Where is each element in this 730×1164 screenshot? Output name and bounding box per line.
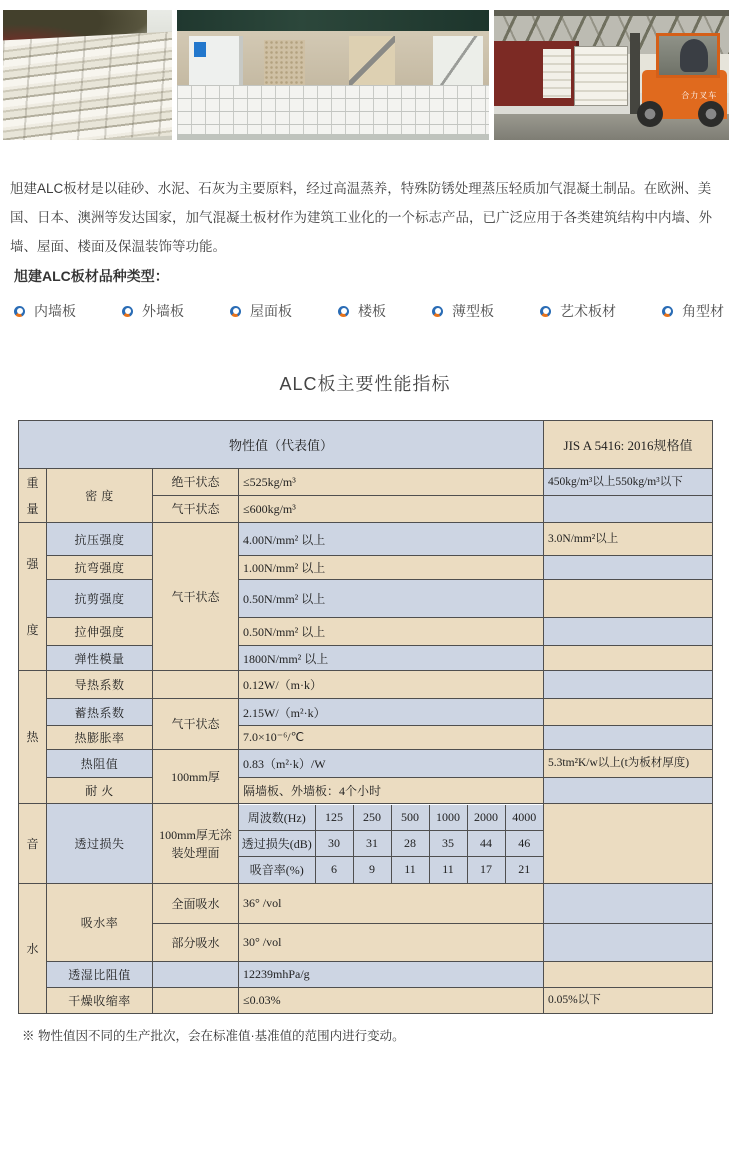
table-cell-value: 1800N/mm² 以上 [239, 646, 544, 671]
type-item-wumianban [230, 301, 292, 321]
truck-container [494, 41, 579, 106]
table-cell-property: 抗弯强度 [47, 556, 153, 580]
table-cell-value: ≤525kg/m³ [239, 469, 544, 496]
sound-subtable [239, 805, 543, 883]
header-physical-values: 物性值（代表值） [19, 421, 544, 469]
type-bullet-icon [122, 306, 133, 317]
forklift-brand-text: 合力叉车 [681, 91, 718, 100]
table-cell-property: 拉伸强度 [47, 618, 153, 646]
table-cell-state: 气干状态 [153, 523, 239, 671]
table-cell-state [153, 988, 239, 1014]
type-item-baoxingban [432, 301, 494, 321]
table-cell-property: 导热系数 [47, 671, 153, 699]
table-cell-property: 透湿比阻值 [47, 962, 153, 988]
table-cell-property: 耐 火 [47, 778, 153, 804]
type-item-label: 艺术板材 [560, 303, 616, 319]
photo-strip [3, 10, 729, 140]
sub-cell: 500 [391, 805, 429, 831]
sub-cell: 11 [429, 857, 467, 883]
type-item-waiqiangban [122, 301, 184, 321]
type-item-label: 角型材 [682, 303, 724, 319]
type-bullet-icon [230, 306, 241, 317]
table-cell-value: 36° /vol [239, 884, 544, 924]
forklift-mast [630, 33, 639, 114]
table-cell-value: 0.83（m²·k）/W [239, 750, 544, 778]
table-cell-state: 气干状态 [153, 496, 239, 523]
sub-cell: 6 [315, 857, 353, 883]
marble-band [177, 10, 489, 31]
type-bullet-icon [662, 306, 673, 317]
table-cell-category: 热 [19, 671, 47, 804]
type-item-label: 内墙板 [34, 303, 76, 319]
table-cell-jis [544, 804, 713, 884]
table-cell-property: 热阻值 [47, 750, 153, 778]
sub-cell: 250 [353, 805, 391, 831]
sub-cell: 9 [353, 857, 391, 883]
showroom-floor [177, 134, 489, 141]
table-cell-property: 热膨胀率 [47, 726, 153, 750]
sub-cell: 11 [391, 857, 429, 883]
sub-cell: 21 [505, 857, 543, 883]
table-cell-value: 4.00N/mm² 以上 [239, 523, 544, 556]
table-title: ALC板主要性能指标 [279, 374, 451, 394]
panel-sample [189, 36, 242, 87]
sub-row-label: 周波数(Hz) [239, 805, 315, 831]
table-cell-jis [544, 671, 713, 699]
type-item-label: 屋面板 [250, 303, 292, 319]
types-heading: 旭建ALC板材品种类型： [14, 268, 169, 284]
table-cell-category: 重量 [19, 469, 47, 523]
table-cell-value: 2.15W/（m²·k） [239, 699, 544, 726]
table-cell-value: 12239mhPa/g [239, 962, 544, 988]
table-cell-jis [544, 646, 713, 671]
table-cell-state: 全面吸水 [153, 884, 239, 924]
panel-load [574, 46, 628, 106]
performance-table-wrapper [18, 420, 713, 1014]
table-cell-jis [544, 726, 713, 750]
panel-samples-showroom-photo [177, 10, 489, 140]
table-cell-category: 水 [19, 884, 47, 1014]
type-item-label: 楼板 [358, 303, 386, 319]
sub-cell: 46 [505, 831, 543, 857]
table-cell-jis [544, 924, 713, 962]
table-cell-jis [544, 580, 713, 618]
intro-paragraph: 旭建ALC板材是以硅砂、水泥、石灰为主要原料，经过高温蒸养，特殊防锈处理蒸压轻质加气混凝土制品。在欧洲、美国、日本、澳洲等发达国家，加气混凝土板材作为建筑工业化的一个标志产品，已广泛应用于各类建筑结构中内墙、外墙、屋面、楼面及保温装饰等功能。 [10, 180, 712, 254]
performance-table [18, 420, 713, 1014]
table-cell-jis: 3.0N/mm²以上 [544, 523, 713, 556]
table-cell-jis [544, 556, 713, 580]
brick-pattern-wall [177, 85, 489, 133]
sound-subtable-cell [239, 804, 544, 884]
sub-cell: 35 [429, 831, 467, 857]
table-cell-property: 透过损失 [47, 804, 153, 884]
table-cell-property: 干燥收缩率 [47, 988, 153, 1014]
forklift-driver [680, 39, 708, 73]
table-cell-value: 1.00N/mm² 以上 [239, 556, 544, 580]
table-cell-property: 蓄热系数 [47, 699, 153, 726]
footnote: ※ 物性值因不同的生产批次，会在标准值·基准值的范围内进行变动。 [22, 1029, 405, 1043]
type-item-yishubancai [540, 301, 616, 321]
sub-cell: 4000 [505, 805, 543, 831]
table-cell-state [153, 962, 239, 988]
panel-stacks [3, 32, 172, 140]
table-cell-jis [544, 962, 713, 988]
sub-cell: 1000 [429, 805, 467, 831]
table-cell-property: 弹性模量 [47, 646, 153, 671]
table-cell-jis [544, 699, 713, 726]
header-jis-spec: JIS A 5416: 2016规格值 [544, 421, 713, 469]
table-cell-property: 吸水率 [47, 884, 153, 962]
sub-cell: 31 [353, 831, 391, 857]
sub-row-label: 吸音率(%) [239, 857, 315, 883]
table-cell-state: 100mm厚 [153, 750, 239, 804]
table-cell-value: 30° /vol [239, 924, 544, 962]
table-cell-value: ≤0.03% [239, 988, 544, 1014]
sub-cell: 125 [315, 805, 353, 831]
sub-cell: 44 [467, 831, 505, 857]
table-cell-property: 抗压强度 [47, 523, 153, 556]
table-cell-category: 强度 [19, 523, 47, 671]
type-item-label: 薄型板 [452, 303, 494, 319]
table-cell-jis: 0.05%以下 [544, 988, 713, 1014]
forklift-truck-loading-photo [494, 10, 729, 140]
table-cell-value: 0.12W/（m·k） [239, 671, 544, 699]
table-cell-jis [544, 884, 713, 924]
type-item-label: 外墙板 [142, 303, 184, 319]
table-cell-jis: 450kg/m³以上550kg/m³以下 [544, 469, 713, 496]
type-bullet-icon [432, 306, 443, 317]
sub-cell: 17 [467, 857, 505, 883]
sub-cell: 30 [315, 831, 353, 857]
type-bullet-icon [540, 306, 551, 317]
table-cell-state: 绝干状态 [153, 469, 239, 496]
panel-sample [264, 40, 305, 87]
table-cell-state: 部分吸水 [153, 924, 239, 962]
stacked-alc-panels-photo [3, 10, 172, 140]
table-cell-value: ≤600kg/m³ [239, 496, 544, 523]
table-cell-jis [544, 496, 713, 523]
table-cell-state: 气干状态 [153, 699, 239, 750]
table-cell-state [153, 671, 239, 699]
table-cell-property: 密 度 [47, 469, 153, 523]
table-cell-state: 100mm厚无涂装处理面 [153, 804, 239, 884]
type-list [14, 301, 722, 321]
type-item-jiaoxingcai [662, 301, 724, 321]
sub-row-label: 透过损失(dB) [239, 831, 315, 857]
sub-cell: 28 [391, 831, 429, 857]
table-cell-value: 0.50N/mm² 以上 [239, 618, 544, 646]
table-cell-value: 隔墙板、外墙板：4个小时 [239, 778, 544, 804]
type-bullet-icon [14, 306, 25, 317]
panel-sample [433, 36, 483, 87]
type-item-neiqiangban [14, 301, 76, 321]
table-cell-value: 0.50N/mm² 以上 [239, 580, 544, 618]
table-cell-jis: 5.3tm²K/w以上(t为板材厚度) [544, 750, 713, 778]
sub-cell: 2000 [467, 805, 505, 831]
table-cell-category: 音 [19, 804, 47, 884]
table-cell-property: 抗剪强度 [47, 580, 153, 618]
type-item-louban [338, 301, 386, 321]
type-bullet-icon [338, 306, 349, 317]
table-cell-jis [544, 618, 713, 646]
panel-sample [349, 36, 396, 87]
table-cell-jis [544, 778, 713, 804]
table-cell-value: 7.0×10⁻⁶/℃ [239, 726, 544, 750]
